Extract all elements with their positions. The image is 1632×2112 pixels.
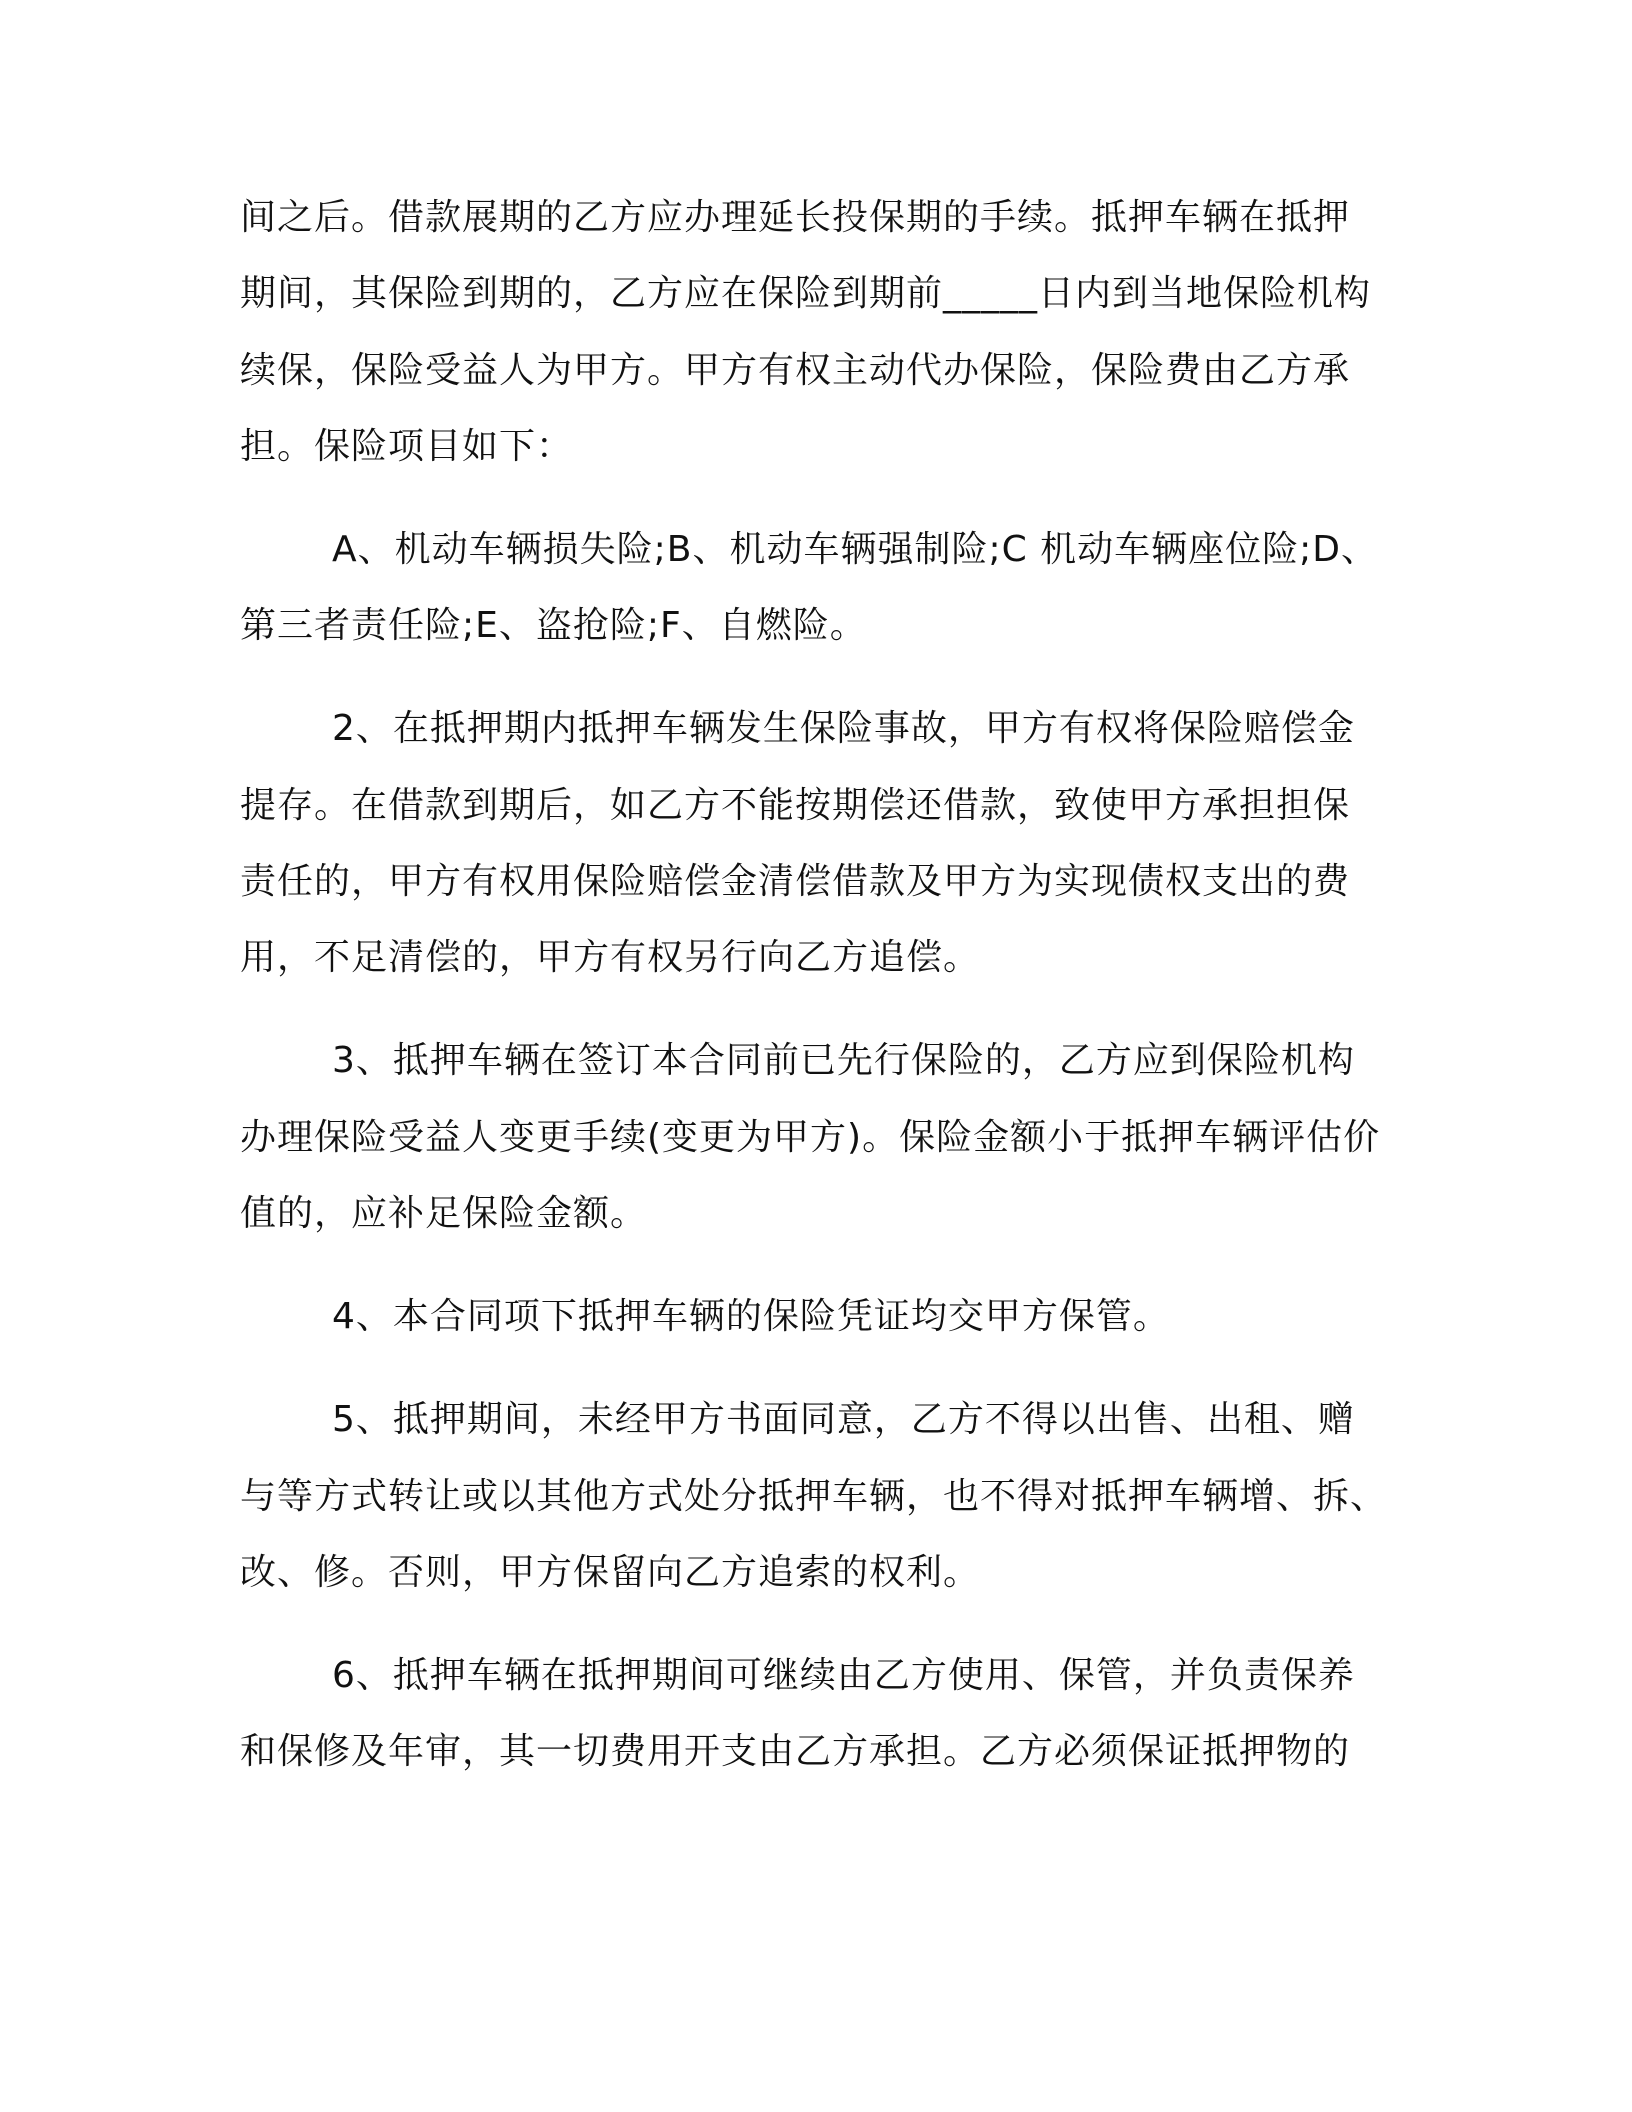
text-line: 责任的，甲方有权用保险赔偿金清偿借款及甲方为实现债权支出的费 <box>240 861 1351 902</box>
text-line: 2、在抵押期内抵押车辆发生保险事故，甲方有权将保险赔偿金 <box>332 708 1355 749</box>
text-line: 用，不足清偿的，甲方有权另行向乙方追偿。 <box>240 937 981 978</box>
text-line: 5、抵押期间，未经甲方书面同意，乙方不得以出售、出租、赠 <box>332 1399 1355 1440</box>
text-line: 与等方式转让或以其他方式处分抵押车辆，也不得对抵押车辆增、拆、 <box>240 1476 1388 1517</box>
text-line: 改、修。否则，甲方保留向乙方追索的权利。 <box>240 1552 981 1593</box>
text-line: 期间，其保险到期的，乙方应在保险到期前_____日内到当地保险机构 <box>240 273 1372 314</box>
text-line: 第三者责任险;E、盗抢险;F、自燃险。 <box>240 605 867 646</box>
text-line: 和保修及年审，其一切费用开支由乙方承担。乙方必须保证抵押物的 <box>240 1731 1351 1772</box>
text-line: 间之后。借款展期的乙方应办理延长投保期的手续。抵押车辆在抵押 <box>240 197 1351 238</box>
text-line: 6、抵押车辆在抵押期间可继续由乙方使用、保管，并负责保养 <box>332 1655 1355 1696</box>
text-line: 值的，应补足保险金额。 <box>240 1193 648 1234</box>
text-line: 3、抵押车辆在签订本合同前已先行保险的，乙方应到保险机构 <box>332 1040 1355 1081</box>
text-line: 4、本合同项下抵押车辆的保险凭证均交甲方保管。 <box>332 1296 1170 1337</box>
text-line: A、机动车辆损失险;B、机动车辆强制险;C 机动车辆座位险;D、 <box>332 529 1379 570</box>
text-line: 提存。在借款到期后，如乙方不能按期偿还借款，致使甲方承担担保 <box>240 785 1351 826</box>
text-line: 担。保险项目如下： <box>240 426 574 467</box>
text-line: 续保，保险受益人为甲方。甲方有权主动代办保险，保险费由乙方承 <box>240 350 1351 391</box>
text-line: 办理保险受益人变更手续(变更为甲方)。保险金额小于抵押车辆评估价 <box>240 1117 1381 1158</box>
